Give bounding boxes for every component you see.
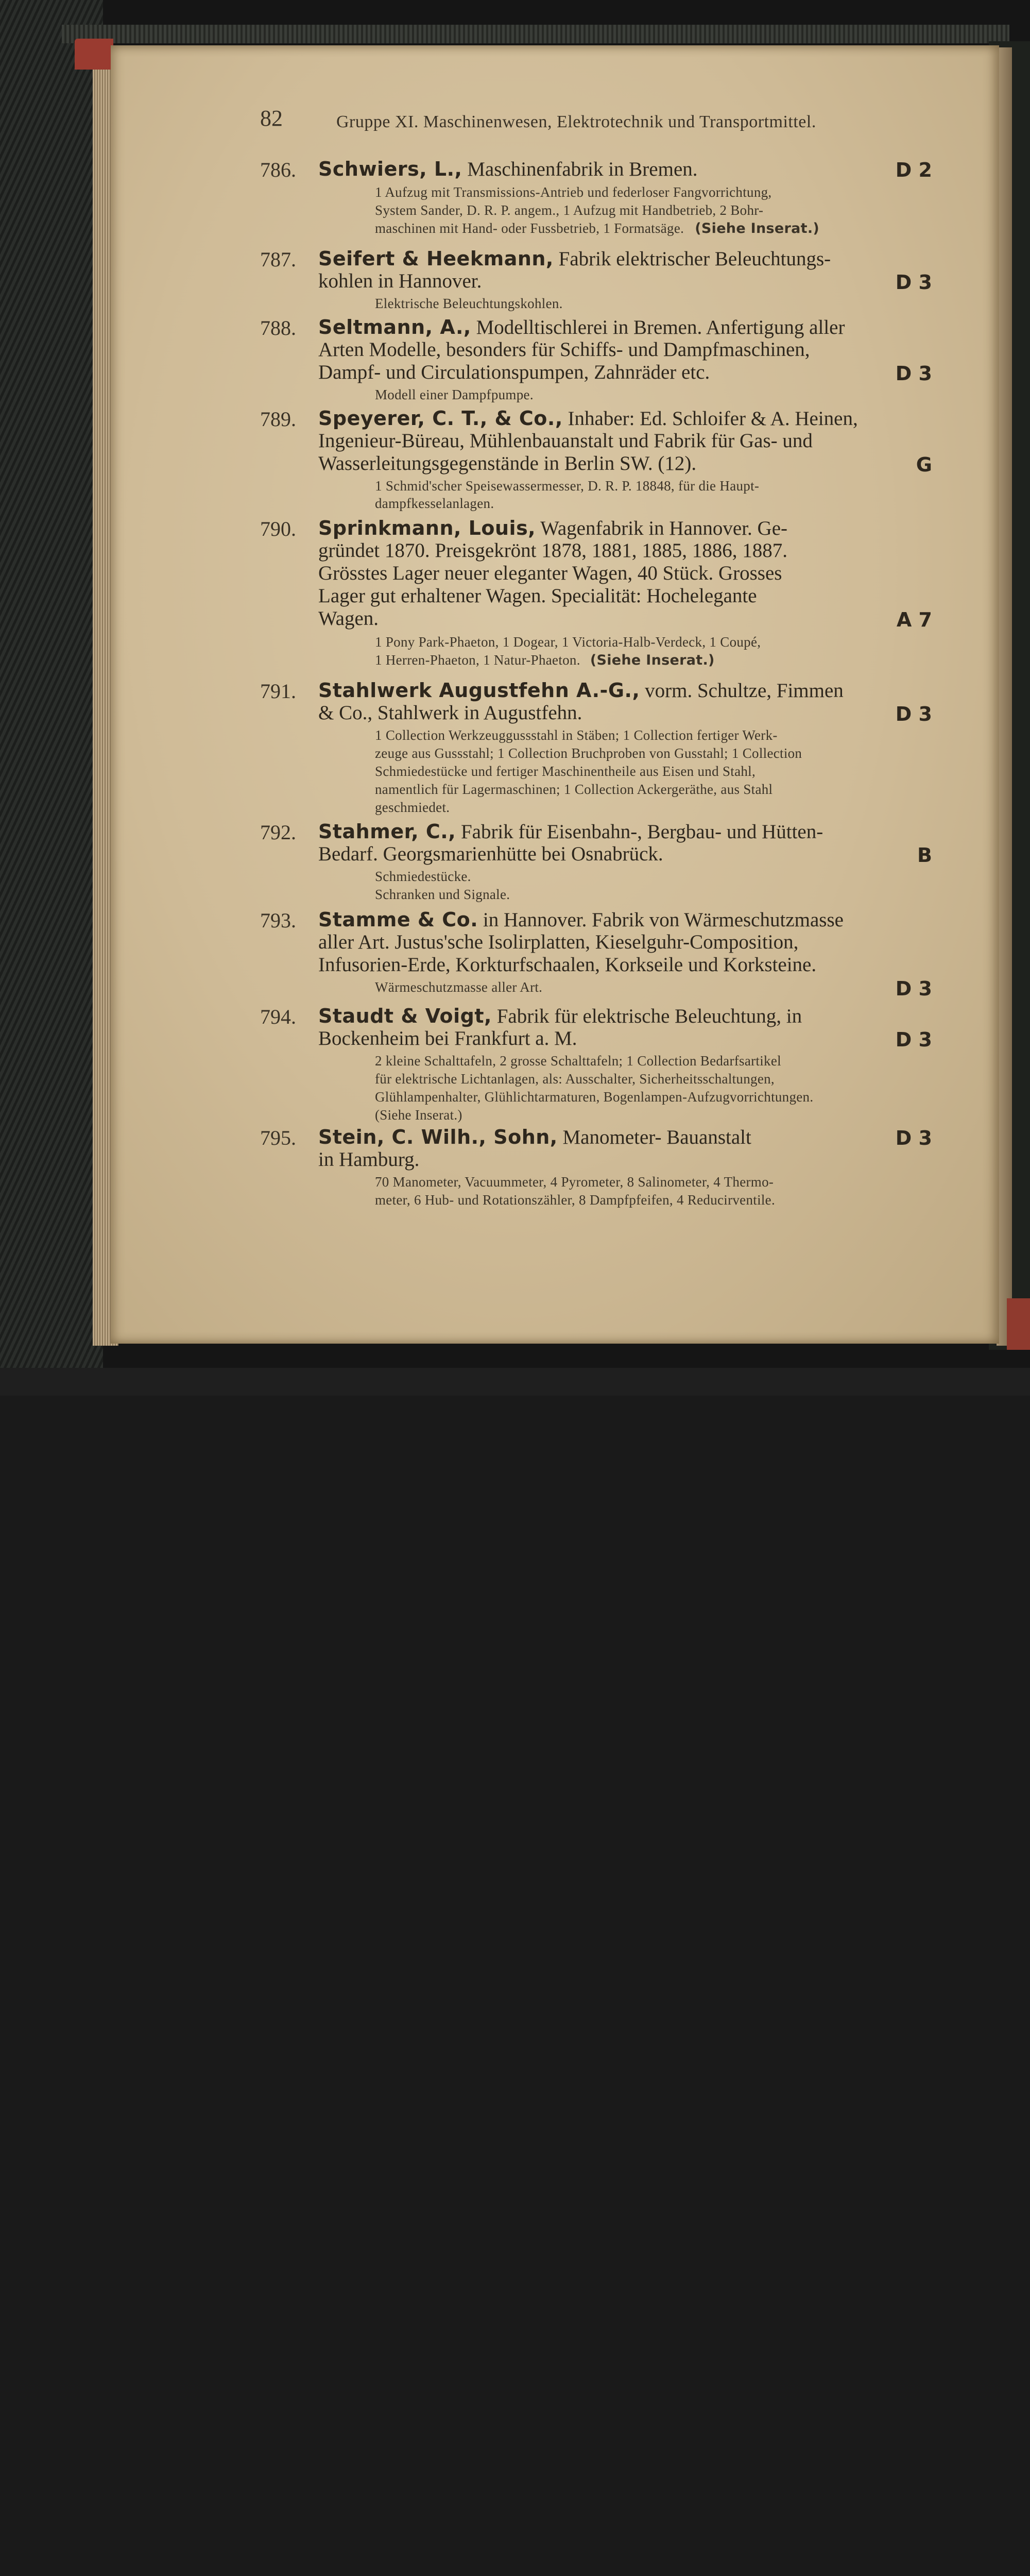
exhibitor-name: Sprinkmann, Louis, <box>318 517 536 539</box>
entry-line: & Co., Stahlwerk in Augustfehn. <box>318 702 582 724</box>
entry-text: Inhaber: Ed. Schloifer & A. Heinen, <box>568 408 858 430</box>
entry-line <box>318 1005 932 1028</box>
item-line: Schmiedestücke. <box>375 869 471 884</box>
entry-text: Fabrik für Eisenbahn-, Bergbau- und Hütten- <box>460 821 823 843</box>
cover-corner-left <box>75 39 113 70</box>
item-line: 2 kleine Schalttafeln, 2 grosse Schalttafeln; 1 Collection Bedarfsartikel <box>375 1053 781 1069</box>
entry-number: 794. <box>260 1005 296 1028</box>
entry-line: Dampf- und Circulationspumpen, Zahnräder etc. <box>318 361 710 383</box>
entry-text: vorm. Schultze, Fimmen <box>645 680 844 702</box>
exhibitor-name: Stein, C. Wilh., Sohn, <box>318 1126 558 1148</box>
catalog-entry <box>260 1126 932 1213</box>
entry-line: Wasserleitungsgegenstände in Berlin SW. (12). <box>318 452 697 474</box>
item-line: 70 Manometer, Vacuummeter, 4 Pyrometer, 8 Salinometer, 4 Thermo- <box>375 1174 774 1190</box>
entry-line: Arten Modelle, besonders für Schiffs- und Dampfmaschinen, <box>318 338 810 361</box>
item-line: meter, 6 Hub- und Rotationszähler, 8 Dampfpfeifen, 4 Reducirventile. <box>375 1192 776 1208</box>
entry-line <box>318 908 932 931</box>
item-line: Schmiedestücke und fertiger Maschinentheile aus Eisen und Stahl, <box>375 764 756 779</box>
entry-text: in Hannover. Fabrik von Wärmeschutzmasse <box>483 909 844 931</box>
item-line: System Sander, D. R. P. angem., 1 Aufzug mit Handbetrieb, 2 Bohr- <box>375 202 764 218</box>
entry-text: Maschinenfabrik in Bremen. <box>467 158 698 180</box>
entry-line <box>318 247 932 270</box>
location-code: D 3 <box>895 977 932 1000</box>
location-code: D 3 <box>895 362 932 385</box>
item-line: Glühlampenhalter, Glühlichtarmaturen, Bogenlampen-Aufzugvorrichtungen. <box>375 1089 814 1105</box>
entry-line <box>318 316 932 339</box>
item-line: 1 Collection Werkzeuggussstahl in Stäben; 1 Collection fertiger Werk- <box>375 727 778 743</box>
item-line: dampfkesselanlagen. <box>375 496 494 511</box>
book-top-edge <box>62 25 1009 43</box>
location-code: D 3 <box>895 1028 932 1051</box>
entry-line: kohlen in Hannover. <box>318 270 482 292</box>
entry-number: 787. <box>260 248 296 271</box>
entry-line: in Hamburg. <box>318 1148 420 1171</box>
siehe-inserat: (Siehe Inserat.) <box>375 1107 462 1123</box>
location-code: D 3 <box>895 703 932 725</box>
location-code: G <box>916 453 932 476</box>
item-line: zeuge aus Gussstahl; 1 Collection Bruchproben von Gusstahl; 1 Collection <box>375 745 802 761</box>
running-title: Gruppe XI. Maschinenwesen, Elektrotechnik und Transportmittel. <box>336 112 816 131</box>
entry-text: Fabrik elektrischer Beleuchtungs- <box>558 248 831 270</box>
entry-number: 793. <box>260 909 296 932</box>
entry-line <box>318 820 932 843</box>
item-line: geschmiedet. <box>375 800 450 815</box>
entry-number: 788. <box>260 316 296 340</box>
location-code: B <box>917 844 932 867</box>
entry-text: Wagenfabrik in Hannover. Ge- <box>540 517 788 539</box>
entry-line <box>318 517 932 540</box>
viewer-footer <box>0 1368 1030 1396</box>
location-code: D 3 <box>895 271 932 294</box>
item-line: Wärmeschutzmasse aller Art. <box>375 979 543 995</box>
page-number: 82 <box>260 106 283 131</box>
entry-number: 791. <box>260 680 296 703</box>
exhibitor-name: Speyerer, C. T., & Co., <box>318 407 563 430</box>
item-line: Schranken und Signale. <box>375 887 510 902</box>
entry-line <box>318 679 932 702</box>
entry-number: 786. <box>260 158 296 181</box>
entry-line <box>318 1126 865 1149</box>
exhibitor-name: Stahlwerk Augustfehn A.-G., <box>318 679 640 702</box>
catalog-entry <box>260 908 932 1001</box>
exhibitor-name: Stahmer, C., <box>318 820 456 843</box>
catalog-entry <box>260 517 932 671</box>
entry-line: Bedarf. Georgsmarienhütte bei Osnabrück. <box>318 843 663 865</box>
entry-text: Fabrik für elektrische Beleuchtung, in <box>496 1005 802 1027</box>
exhibitor-name: Stamme & Co. <box>318 908 478 931</box>
entry-line: Bockenheim bei Frankfurt a. M. <box>318 1027 577 1049</box>
running-header <box>260 106 909 140</box>
entry-line: Lager gut erhaltener Wagen. Specialität: Hochelegante <box>318 585 757 607</box>
catalog-entry <box>260 158 932 240</box>
entry-text: Manometer- Bauanstalt <box>562 1126 751 1148</box>
entry-line <box>318 407 932 430</box>
entry-number: 792. <box>260 821 296 844</box>
item-line: 1 Pony Park-Phaeton, 1 Dogear, 1 Victoria-Halb-Verdeck, 1 Coupé, <box>375 634 761 650</box>
item-line: 1 Schmid'scher Speisewassermesser, D. R. P. 18848, für die Haupt- <box>375 478 760 494</box>
entry-number: 795. <box>260 1126 296 1149</box>
entry-line <box>318 158 865 181</box>
catalog-entry <box>260 316 932 409</box>
entry-number: 790. <box>260 517 296 540</box>
item-line: Modell einer Dampfpumpe. <box>375 387 534 402</box>
location-code: D 3 <box>895 1127 932 1149</box>
exhibitor-name: Staudt & Voigt, <box>318 1005 492 1027</box>
entry-line: Infusorien-Erde, Korkturfschaalen, Korkseile und Korksteine. <box>318 954 817 976</box>
exhibitor-name: Schwiers, L., <box>318 158 462 180</box>
location-code: A 7 <box>896 608 932 631</box>
catalog-entry <box>260 679 932 818</box>
catalog-entry <box>260 820 932 908</box>
catalog-entry <box>260 1005 932 1123</box>
entry-line: Ingenieur-Büreau, Mühlenbauanstalt und Fabrik für Gas- und <box>318 430 813 452</box>
item-line: 1 Herren-Phaeton, 1 Natur-Phaeton. (Siehe Inserat.) <box>375 652 715 668</box>
entry-number: 789. <box>260 408 296 431</box>
cover-corner-right <box>1007 1298 1030 1350</box>
item-line: 1 Aufzug mit Transmissions-Antrieb und federloser Fangvorrichtung, <box>375 184 772 200</box>
item-line: namentlich für Lagermaschinen; 1 Collection Ackergeräthe, aus Stahl <box>375 782 773 797</box>
book-binding <box>0 0 103 1368</box>
siehe-inserat: (Siehe Inserat.) <box>695 221 820 236</box>
entry-line: gründet 1870. Preisgekrönt 1878, 1881, 1885, 1886, 1887. <box>318 539 788 562</box>
catalog-entry <box>260 407 932 515</box>
exhibitor-name: Seltmann, A., <box>318 316 471 338</box>
entry-line: aller Art. Justus'sche Isolirplatten, Kieselguhr-Composition, <box>318 931 799 953</box>
catalog-entry <box>260 247 932 314</box>
entry-line: Wagen. <box>318 607 379 630</box>
item-line: maschinen mit Hand- oder Fussbetrieb, 1 Formatsäge. (Siehe Inserat.) <box>375 221 820 236</box>
exhibitor-name: Seifert & Heekmann, <box>318 247 554 270</box>
entry-text: Modelltischlerei in Bremen. Anfertigung aller <box>476 316 845 338</box>
siehe-inserat: (Siehe Inserat.) <box>590 652 715 668</box>
entry-line: Grösstes Lager neuer eleganter Wagen, 40 Stück. Grosses <box>318 562 782 584</box>
item-line: Elektrische Beleuchtungskohlen. <box>375 296 563 311</box>
item-line: für elektrische Lichtanlagen, als: Ausschalter, Sicherheitsschaltungen, <box>375 1071 775 1087</box>
location-code: D 2 <box>895 159 932 181</box>
